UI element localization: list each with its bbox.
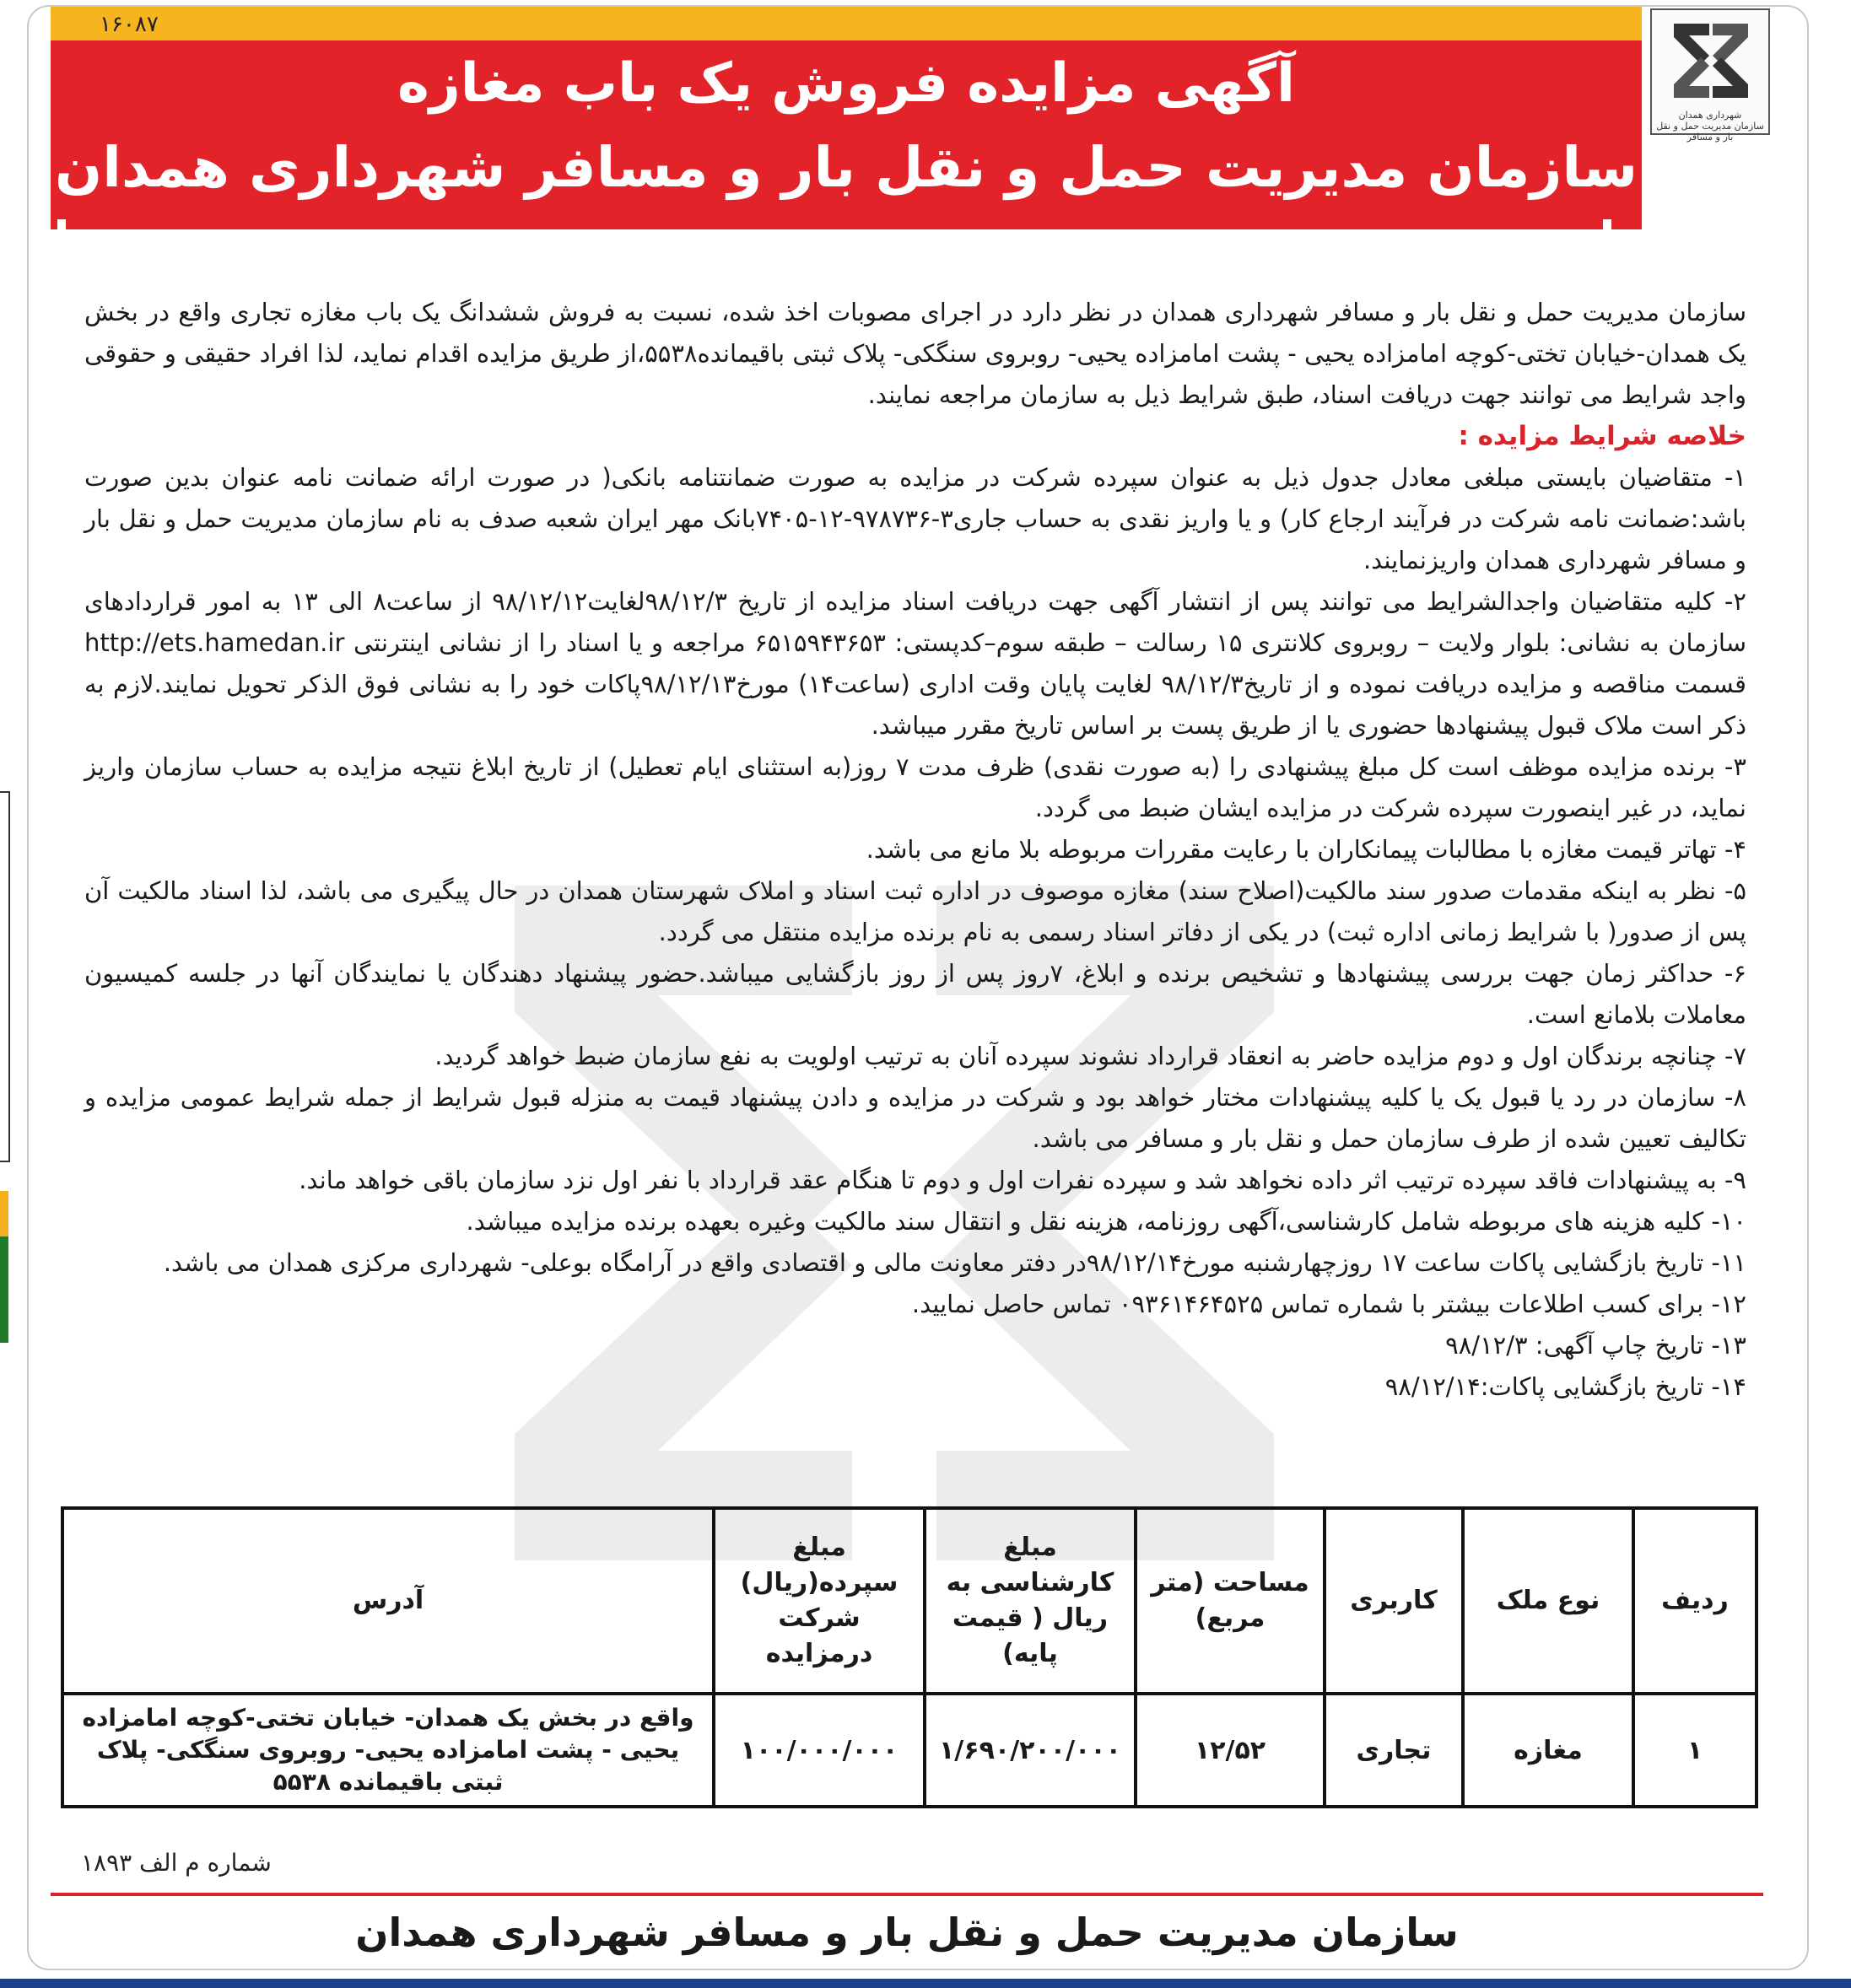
table-row [62,1694,1757,1807]
banner-notch [1603,219,1611,238]
cell-usage: تجاری [1325,1694,1463,1807]
cell-property-type: مغازه [1463,1694,1633,1807]
intro-paragraph: سازمان مدیریت حمل و نقل بار و مسافر شهرداری همدان در نظر دارد در اجرای مصوبات اخذ شده، نسبت به فروش ششدانگ یک باب مغازه تجاری واقع در بخش یک همدان-خیابان تختی-کوچه امامزاده یحیی - پشت امامزاده یحیی- روبروی سنگکی- پلاک ثبتی باقیمانده۵۵۳۸،از طریق مزایده اقدام نماید، لذا افراد حقیقی و حقوقی واجد شرایط می توانند جهت دریافت اسناد، طبق شرایط ذیل به سازمان مراجعه نمایند. [84,298,1746,409]
header-property-type: نوع ملک [1463,1508,1633,1694]
banner-notch [57,219,66,238]
municipality-logo [1650,8,1770,143]
headline-organization: سازمان مدیریت حمل و نقل بار و مسافر شهرداری همدان [54,135,1638,200]
footer-rule [51,1893,1763,1896]
condition-item: ۵- نظر به اینکه مقدمات صدور سند مالکیت(اصلاح سند) مغازه موصوف در اداره ثبت اسناد و املاک شهرستان همدان در حال پیگیری می باشد، لذا اسناد مالکیت آن پس از صدور( با شرایط زمانی اداره ثبت) در یکی از دفاتر اسناد رسمی به نام برنده مزایده منتقل می گردد. [84,876,1746,946]
conditions-heading: خلاصه شرایط مزایده : [1458,421,1746,451]
condition-item: ۲- کلیه متقاضیان واجدالشرایط می توانند پس از انتشار آگهی جهت دریافت اسناد مزایده از تاریخ ۹۸/۱۲/۳لغایت۹۸/۱۲/۱۲ از ساعت۸ الی ۱۳ به امور قراردادهای سازمان به نشانی: بلوار ولایت – روبروی کلانتری ۱۵ رسالت – طبقه سوم–کدپستی: ۶۵۱۵۹۴۳۶۵۳ مراجعه و یا اسناد را از نشانی اینترنتی http://ets.hamedan.ir قسمت مناقصه و مزایده دریافت نموده و از تاریخ۹۸/۱۲/۳ لغایت پایان وقت اداری (ساعت۱۴) مورخ۹۸/۱۲/۱۳پاکات خود را به نشانی فوق الذکر تحویل نمایند.لازم به ذکر است ملاک قبول پیشنهادها حضوری یا از طریق پست بر اساس تاریخ مقرر میباشد. [84,587,1746,740]
header-banner [51,40,1642,229]
header-deposit: مبلغ سپرده(ریال) شرکت درمزایده [714,1508,925,1694]
cell-deposit: ۱۰۰/۰۰۰/۰۰۰ [714,1694,925,1807]
issue-number: ۱۶۰۸۷ [100,12,159,37]
cell-appraised-value: ۱/۶۹۰/۲۰۰/۰۰۰ [925,1694,1136,1807]
header-area: مساحت (متر مربع) [1136,1508,1325,1694]
condition-item: ۱۴- تاریخ بازگشایی پاکات:۹۸/۱۲/۱۴ [1384,1372,1746,1401]
condition-item: ۸- سازمان در رد یا قبول یک یا کلیه پیشنهادات مختار خواهد بود و شرکت در مزایده و دادن پیشنهاد قیمت به منزله قبول شرایط از جمله شرایط عمومی مزایده و تکالیف تعیین شده از طرف سازمان حمل و نقل بار و مسافر می باشد. [84,1083,1746,1153]
condition-item: ۱۰- کلیه هزینه های مربوطه شامل کارشناسی،آگهی روزنامه، هزینه نقل و انتقال سند مالکیت وغیره بعهده برنده مزایده میباشد. [466,1207,1746,1236]
header-usage: کاربری [1325,1508,1463,1694]
condition-item: ۱- متقاضیان بایستی مبلغی معادل جدول ذیل به عنوان سپرده شرکت در مزایده به صورت ضمانتنامه بانکی( در صورت ارائه ضمانت نامه عنوان بدین صورت باشد:ضمانت نامه شرکت در فرآیند ارجاع کار) و یا واریز نقدی به حساب جاری۳-۹۷۸۷۳۶-۱۲-۷۴۰۵بانک مهر ایران شعبه صدف به نام سازمان مدیریت حمل و نقل بار و مسافر شهرداری همدان واریزنمایند. [84,463,1746,574]
condition-item: ۳- برنده مزایده موظف است کل مبلغ پیشنهادی را (به صورت نقدی) ظرف مدت ۷ روز(به استثنای ایام تعطیل) از تاریخ ابلاغ نتیجه مزایده به حساب سازمان واریز نماید، در غیر اینصورت سپرده شرکت در مزایده ایشان ضبط می گردد. [84,752,1746,822]
condition-item: ۱۳- تاریخ چاپ آگهی: ۹۸/۱۲/۳ [1445,1331,1746,1360]
table-header-row [62,1508,1757,1694]
footer-organization-title: سازمان مدیریت حمل و نقل بار و مسافر شهرداری همدان [355,1910,1459,1955]
headline-title: آگهی مزایده فروش یک باب مغازه [397,52,1295,115]
condition-item: ۱۲- برای کسب اطلاعات بیشتر با شماره تماس ۰۹۳۶۱۴۶۴۵۲۵ تماس حاصل نمایید. [911,1290,1746,1318]
logo-caption: شهرداری همدان سازمان مدیریت حمل و نقل بار و مسافر [1656,110,1764,143]
condition-item: ۹- به پیشنهادات فاقد سپرده ترتیب اثر داده نخواهد شد و سپرده نفرات اول و دوم تا هنگام عقد قرارداد با نفر اول نزد سازمان باقی خواهد ماند. [299,1166,1746,1194]
condition-item: ۱۱- تاریخ بازگشایی پاکات ساعت ۱۷ روزچهارشنبه مورخ۹۸/۱۲/۱۴در دفتر معاونت مالی و اقتصادی واقع در آرامگاه بوعلی- شهرداری مرکزی همدان می باشد. [163,1248,1746,1277]
cell-address: واقع در بخش یک همدان- خیابان تختی-کوچه امامزاده یحیی - پشت امامزاده یحیی- روبروی سنگکی- پلاک ثبتی باقیمانده ۵۵۳۸ [62,1694,714,1807]
header-appraised-value: مبلغ کارشناسی به ریال ( قیمت پایه) [925,1508,1136,1694]
bottom-blue-strip [0,1979,1851,1988]
property-table [61,1506,1758,1808]
cell-area: ۱۲/۵۲ [1136,1694,1325,1807]
header-address: آدرس [62,1508,714,1694]
ad-body [84,292,1746,1408]
condition-item: ۴- تهاتر قیمت مغازه با مطالبات پیمانکاران با رعایت مقررات مربوطه بلا مانع می باشد. [866,835,1746,864]
adjacent-column-edge [0,791,10,1162]
header-row-number: ردیف [1633,1508,1757,1694]
condition-item: ۶- حداکثر زمان جهت بررسی پیشنهادها و تشخیص برنده و ابلاغ، ۷روز پس از روز بازگشایی میباشد.حضور پیشنهاد دهندگان یا نمایندگان آنها در جلسه کمیسیون معاملات بلامانع است. [84,959,1746,1029]
municipality-logo-icon [1667,17,1755,105]
adjacent-ad-accent [0,1191,8,1343]
cell-row-number: ۱ [1633,1694,1757,1807]
reference-number: شماره م الف ۱۸۹۳ [81,1849,272,1877]
top-yellow-strip [51,7,1642,44]
condition-item: ۷- چنانچه برندگان اول و دوم مزایده حاضر به انعقاد قرارداد نشوند سپرده آنان به ترتیب اولویت به نفع سازمان ضبط خواهد گردید. [434,1042,1746,1070]
